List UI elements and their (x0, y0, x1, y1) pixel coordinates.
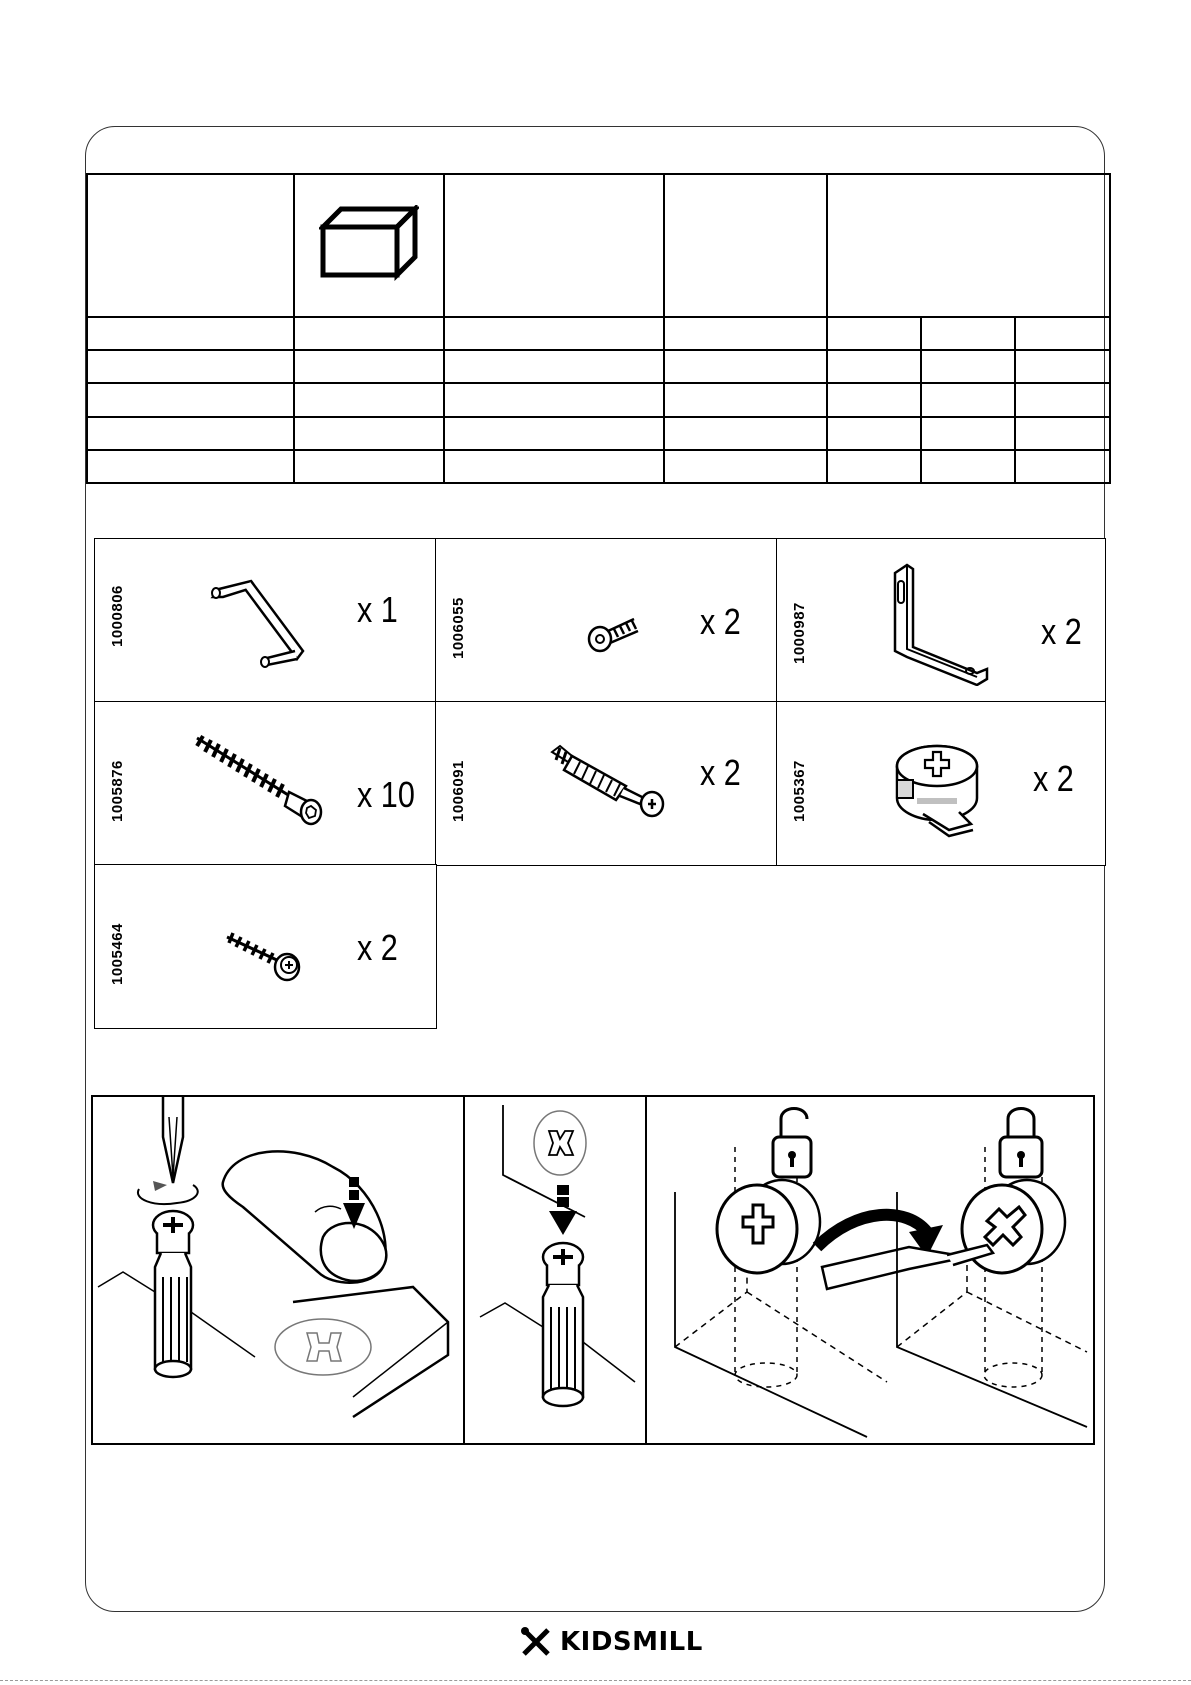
part-code: 1005367 (791, 760, 808, 822)
cam-lock-icon (889, 740, 985, 840)
dowel-connector-icon (546, 742, 676, 822)
short-screw-icon (586, 609, 646, 659)
assembly-instructions (91, 1095, 1095, 1445)
table-row (87, 350, 1110, 383)
dowel-insert-icon (465, 1097, 645, 1442)
part-quantity: x 2 (357, 927, 398, 968)
package-info-table (86, 173, 1111, 484)
part-code: 1005464 (109, 923, 126, 985)
part-quantity: x 2 (1041, 611, 1082, 652)
brand-logo (520, 1625, 703, 1659)
part-card (94, 701, 437, 866)
table-row (87, 450, 1110, 483)
part-quantity: x 2 (700, 752, 741, 793)
table-header-cell (827, 174, 1110, 317)
part-code: 1000806 (109, 585, 126, 647)
part-card (776, 538, 1106, 703)
cam-lock-unlock-lock-icon (647, 1097, 1093, 1442)
part-quantity: x 1 (357, 589, 398, 630)
allen-key-icon (205, 569, 315, 679)
brand-name: KIDSMILL (560, 1627, 703, 1657)
table-row (87, 383, 1110, 416)
crossed-tools-icon (520, 1626, 552, 1658)
instruction-panel (93, 1097, 465, 1443)
table-header-cell (294, 174, 444, 317)
table-header-cell (87, 174, 294, 317)
table-row (87, 417, 1110, 450)
unlocked-padlock-icon (773, 1109, 811, 1178)
package-box-icon (319, 205, 419, 281)
part-quantity: x 2 (1033, 758, 1074, 799)
table-header-cell (664, 174, 827, 317)
table-row (87, 317, 1110, 350)
screwdriver-insert-icon (93, 1097, 463, 1442)
part-code: 1005876 (109, 760, 126, 822)
part-card (776, 701, 1106, 866)
table-header-cell (444, 174, 664, 317)
instruction-panel (465, 1097, 647, 1443)
part-code: 1006091 (450, 760, 467, 822)
part-card (94, 538, 437, 703)
instruction-panel (647, 1097, 1093, 1443)
small-screw-icon (223, 927, 313, 987)
part-card (94, 864, 437, 1029)
part-code: 1006055 (450, 597, 467, 659)
part-card (435, 538, 778, 703)
part-card (435, 701, 778, 866)
locked-padlock-icon (1000, 1109, 1042, 1178)
angle-bracket-icon (887, 561, 997, 686)
part-quantity: x 10 (357, 774, 415, 815)
part-quantity: x 2 (700, 601, 741, 642)
part-code: 1000987 (791, 602, 808, 664)
page-cut-line (0, 1680, 1191, 1681)
long-screw-icon (193, 730, 333, 830)
